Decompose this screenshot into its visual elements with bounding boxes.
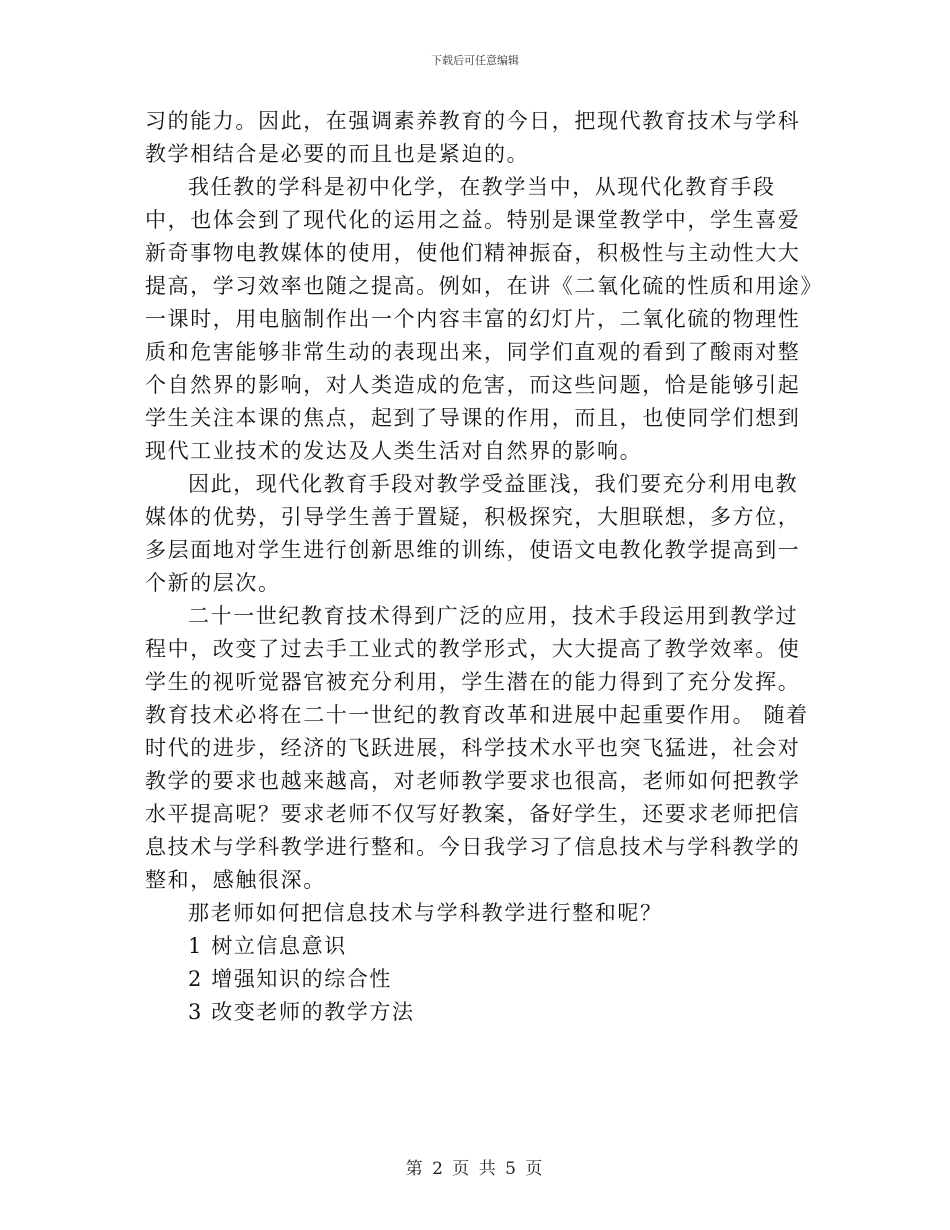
paragraph-continuation: 习的能力。因此，在强调素养教育的今日，把现代教育技术与学科教学相结合是必要的而且也是紧迫的。	[145, 109, 801, 166]
page-footer: 第 2 页 共 5 页	[405, 1159, 545, 1179]
paragraph-media-benefits: 因此，现代化教育手段对教学受益匪浅，我们要充分利用电教媒体的优势，引导学生善于置疑，积极探究，大胆联想，多方位，多层面地对学生进行创新思维的训练，使语文电教化教学提高到一个新的层次。	[145, 472, 801, 595]
page-header: 下载后可任意编辑	[431, 54, 519, 67]
document-body	[145, 105, 819, 1029]
paragraph-chemistry-teaching: 我任教的学科是初中化学，在教学当中，从现代化教育手段中，也体会到了现代化的运用之益。特别是课堂教学中，学生喜爱新奇事物电教媒体的使用，使他们精神振奋，积极性与主动性大大提高，学习效率也随之提高。例如，在讲《二氧化硫的性质和用途》一课时，用电脑制作出一个内容丰富的幻灯片，二氧化硫的物理性质和危害能够非常生动的表现出来，同学们直观的看到了酸雨对整个自然界的影响，对人类造成的危害，而这些问题，恰是能够引起学生关注本课的焦点，起到了导课的作用，而且，也使同学们想到现代工业技术的发达及人类生活对自然界的影响。	[145, 175, 813, 463]
list-item: 3 改变老师的教学方法	[188, 1000, 415, 1024]
list-item: 2 增强知识的综合性	[188, 967, 393, 991]
paragraph-question: 那老师如何把信息技术与学科教学进行整和呢？	[188, 901, 663, 925]
list-item: 1 树立信息意识	[188, 934, 347, 958]
paragraph-21st-century: 二十一世纪教育技术得到广泛的应用，技术手段运用到教学过程中，改变了过去手工业式的教学形式，大大提高了教学效率。使学生的视听觉器官被充分利用，学生潜在的能力得到了充分发挥。教育技术必将在二十一世纪的教育改革和进展中起重要作用。 随着时代的进步，经济的飞跃进展，科学技术水平也突飞猛进，社会对教学的要求也越来越高，对老师教学要求也很高，老师如何把教学水平提高呢？要求老师不仅写好教案，备好学生，还要求老师把信息技术与学科教学进行整和。今日我学习了信息技术与学科教学的整和，感触很深。	[145, 604, 809, 892]
